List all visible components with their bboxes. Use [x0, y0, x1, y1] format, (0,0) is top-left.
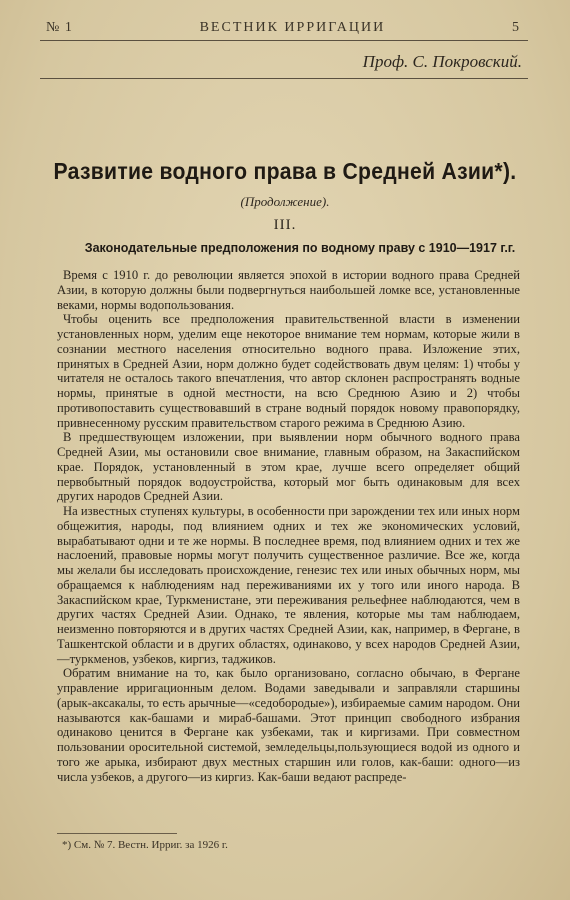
paragraph: Время с 1910 г. до революции является эпохой в истории водного права Средней Азии, в которую должны были подвергнуться наибольшей ломке все, установленные веками, нормы водопользования. — [57, 268, 520, 312]
header-rule — [40, 40, 528, 41]
paragraph: Обратим внимание на то, как было организовано, согласно обычаю, в Фергане управление ирригационным делом. Водами заведывали и заправляли старшины (арык-аксакалы, то есть арычные—«седобородые»), избираемые самим народом. Они называются как-башами и мираб-башами. Этот принцип свободного избрания одинаково ценится в Фергане как узбеками, так и киргизами. При совместном пользовании оросительной системой, земледельцы,пользующиеся водой из одного и того же арыка, избирают двух местных старшин или голов, как-баши: одного—из числа узбеков, а другого—из киргиз. Как-баши ведают распреде- — [57, 666, 520, 784]
running-header — [46, 18, 520, 38]
paragraph: В предшествующем изложении, при выявлении норм обычного водного права Средней Азии, мы остановили свое внимание, главным образом, на Закаспийском крае. Порядок, установленный в этом крае, лучше всего определяет общий первобытный порядок водоустройства, который мог быть одинаковым для всех других народов Средней Азии. — [57, 430, 520, 504]
section-number: III. — [273, 217, 297, 233]
paragraph: Чтобы оценить все предположения правительственной власти в изменении установленных норм, уделим еще некоторое внимание тем нормам, которые жили в сознании местного населения относительно водного права. Изложение этих, принятых в Средней Азии, норм должно будет содействовать двум целям: 1) чтобы у читателя не осталось такого впечатления, что автор склонен распространять водные нормы, принятые в одной местности, на всю Среднюю Азию и 2) чтобы противопоставить существовавший в стране водный порядок новому правопорядку, привнесенному русским правительством старого режима в Среднюю Азию. — [57, 312, 520, 430]
issue-number: № 1 — [46, 20, 73, 35]
author-rule — [40, 78, 528, 79]
author-name: Проф. С. Покровский. — [362, 52, 522, 71]
page-number: 5 — [511, 20, 520, 35]
article-title: Развитие водного права в Средней Азии*). — [53, 158, 517, 184]
journal-title: ВЕСТНИК ИРРИГАЦИИ — [199, 20, 386, 35]
paragraph: На известных ступенях культуры, в особенности при зарождении тех или иных норм общежития, народы, под влиянием одних и тех же экономических условий, вырабатывают одни и те же нормы. В последнее время, под влиянием одних и тех же наслоений, правовые нормы могут получить существенное различие. Все же, когда мы желали бы исследовать происхождение, генезис тех или иных обычных норм, мы обращаемся к наблюдениям над переживаниями их у того или иного народа. В Закаспийском крае, Туркменистане, эти переживания рельефнее наблюдаются, чем в других частях Средней Азии. Однако, те явления, которые мы там наблюдаем, неизменно повторяются и в других частях Средней Азии, как, например, в Фергане, в Ташкентской области и в других областях, одинаково, у всех народов Средней Азии,—туркменов, узбеков, киргиз, таджиков. — [57, 504, 520, 666]
footnote: *) См. № 7. Вестн. Ирриг. за 1926 г. — [62, 839, 228, 851]
footnote-rule — [57, 833, 177, 834]
article-subtitle: (Продолжение). — [240, 194, 330, 209]
section-heading: Законодательные предположения по водному праву с 1910—1917 г.г. — [84, 240, 516, 255]
article-body — [57, 268, 520, 784]
